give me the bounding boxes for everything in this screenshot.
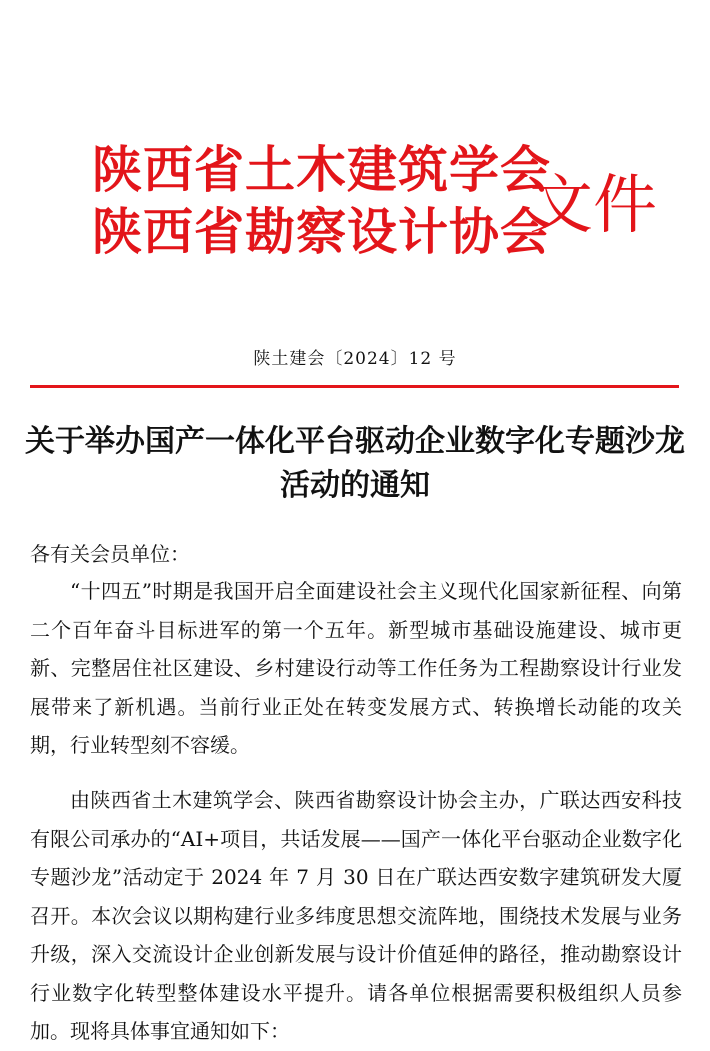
- issuer-name-1: 陕西省土木建筑学会: [92, 141, 551, 199]
- body-paragraph-2: 由陕西省土木建筑学会、陕西省勘察设计协会主办，广联达西安科技有限公司承办的“AI+项目，共话发展——国产一体化平台驱动企业数字化专题沙龙”活动定于 2024 年 7 月 30 日在广联达西安数字建筑研发大厦召开。本次会议以期构建行业多纬度思想交流阵地，围绕技术发展与业务升级，深入交流设计企业创新发展与设计价值延伸的路径，推动勘察设计行业数字化转型整体建设水平提升。请各单位根据需要积极组织人员参加。现将具体事宜通知如下：: [30, 788, 682, 1043]
- document-type-label: 文件: [529, 169, 657, 243]
- document-header: [92, 140, 657, 270]
- salutation: 各有关会员单位：: [30, 542, 190, 566]
- issuer-name-2: 陕西省勘察设计协会: [92, 203, 551, 261]
- red-divider: [30, 385, 679, 388]
- notice-title: 关于举办国产一体化平台驱动企业数字化专题沙龙活动的通知: [25, 424, 685, 503]
- document-number: 陕土建会〔2024〕12 号: [253, 349, 457, 369]
- body-paragraph-1: “十四五”时期是我国开启全面建设社会主义现代化国家新征程、向第二个百年奋斗目标进军的第一个五年。新型城市基础设施建设、城市更新、完整居住社区建设、乡村建设行动等工作任务为工程勘察设计行业发展带来了新机遇。当前行业正处在转变发展方式、转换增长动能的攻关期，行业转型刻不容缓。: [30, 579, 682, 757]
